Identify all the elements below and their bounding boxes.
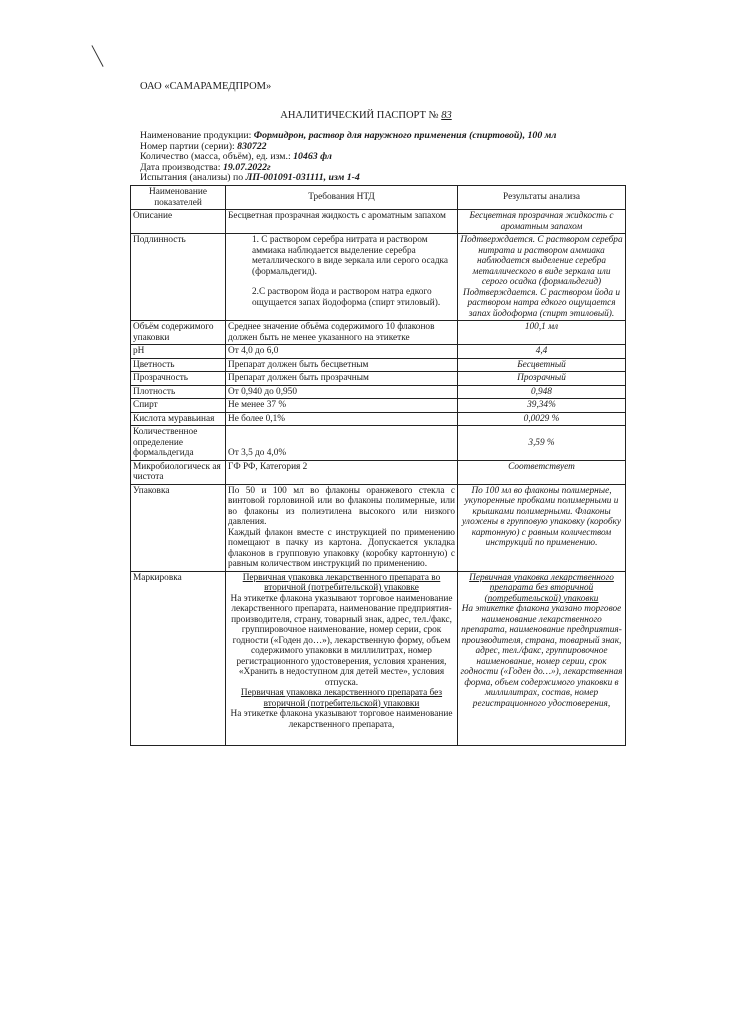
result-item-2: Подтверждается. С раствором йода и раствором натра едкого ощущается запах йодоформа (спирт этиловый). bbox=[463, 287, 620, 319]
row-name: Плотность bbox=[131, 385, 226, 399]
row-result bbox=[458, 234, 626, 321]
tests-line bbox=[140, 173, 556, 184]
table-row bbox=[131, 210, 626, 234]
row-result: 3,59 % bbox=[458, 426, 626, 461]
requirement-item-1: 1. С раствором серебра нитрата и раствором аммиака наблюдается выделение серебра металлического в виде зеркала или серого осадка (формальдегид). bbox=[252, 235, 449, 277]
row-requirement: От 0,940 до 0,950 bbox=[226, 385, 458, 399]
row-name: Кислота муравьиная bbox=[131, 412, 226, 426]
row-result: 0,948 bbox=[458, 385, 626, 399]
row-name: Маркировка bbox=[131, 571, 226, 745]
table-row bbox=[131, 345, 626, 359]
date-label: Дата производства: bbox=[140, 161, 221, 173]
quantity-value: 10463 фл bbox=[293, 151, 332, 162]
product-label: Наименование продукции: bbox=[140, 130, 252, 141]
row-result: 4,4 bbox=[458, 345, 626, 359]
requirement-heading-2: Первичная упаковка лекарственного препарата без вторичной (потребительской) упаковки bbox=[240, 688, 443, 709]
requirement-item-2: 2.С раствором йода и раствором натра едкого ощущается запах йодоформа (спирт этиловый). bbox=[252, 287, 441, 308]
header-results: Результаты анализа bbox=[458, 186, 626, 210]
row-name: Количественное определение формальдегида bbox=[131, 426, 226, 461]
requirement-heading-1: Первичная упаковка лекарственного препарата во вторичной (потребительской) упаковке bbox=[242, 572, 441, 593]
row-requirement bbox=[226, 571, 458, 745]
table-row bbox=[131, 321, 626, 345]
row-requirement: Среднее значение объёма содержимого 10 флаконов должен быть не менее указанного на этикетке bbox=[226, 321, 458, 345]
title-label: АНАЛИТИЧЕСКИЙ ПАСПОРТ № bbox=[280, 110, 439, 121]
company-name: ОАО «САМАРАМЕДПРОМ» bbox=[140, 81, 272, 92]
row-name: Прозрачность bbox=[131, 372, 226, 386]
table-row bbox=[131, 358, 626, 372]
row-requirement: ГФ РФ, Категория 2 bbox=[226, 460, 458, 484]
passport-number: 83 bbox=[441, 110, 452, 121]
row-result: 100,1 мл bbox=[458, 321, 626, 345]
product-info bbox=[140, 131, 556, 184]
requirement-text-2: На этикетке флакона указывают торговое наименование лекарственного препарата, bbox=[230, 709, 453, 730]
table-row bbox=[131, 372, 626, 386]
table-header-row bbox=[131, 186, 626, 210]
row-name: Описание bbox=[131, 210, 226, 234]
tests-value: ЛП-001091-031111, изм 1-4 bbox=[245, 172, 360, 183]
row-name: Спирт bbox=[131, 399, 226, 413]
row-requirement bbox=[226, 234, 458, 321]
table-row bbox=[131, 385, 626, 399]
requirement-item-1: По 50 и 100 мл во флаконы оранжевого стекла с винтовой горловиной или во флаконы полимерные, или во флаконы из полиэтилена высокого или низкого давления. bbox=[228, 485, 455, 527]
table-row bbox=[131, 484, 626, 571]
tests-label: Испытания (анализы) по bbox=[140, 172, 244, 183]
row-requirement: От 4,0 до 6,0 bbox=[226, 345, 458, 359]
row-requirement: Препарат должен быть бесцветным bbox=[226, 358, 458, 372]
row-name: Подлинность bbox=[131, 234, 226, 321]
table-row bbox=[131, 399, 626, 413]
row-result: Прозрачный bbox=[458, 372, 626, 386]
pen-mark bbox=[91, 45, 103, 67]
row-name: Микробиологическ ая чистота bbox=[131, 460, 226, 484]
date-value: 19.07.2022г bbox=[222, 161, 271, 173]
table-row bbox=[131, 571, 626, 745]
result-text: На этикетке флакона указано торговое наименование лекарственного препарата, наименование предприятия-производителя, страна, товарный знак, адрес, тел./факс, группировочное наименование, номер серии, срок годности («Годен до…»), лекарственная форма, объем содержимого упаковки в миллилитрах, состав, номер регистрационного удостоверения, bbox=[460, 604, 623, 709]
table-row bbox=[131, 412, 626, 426]
row-result bbox=[458, 571, 626, 745]
analysis-table bbox=[130, 185, 626, 746]
row-result: Бесцветный bbox=[458, 358, 626, 372]
row-name: Объём содержимого упаковки bbox=[131, 321, 226, 345]
batch-label: Номер партии (серии): bbox=[140, 140, 235, 152]
quantity-label: Количество (масса, объём), ед. изм.: bbox=[140, 151, 291, 162]
batch-value: 830722 bbox=[237, 140, 267, 152]
row-requirement: Не менее 37 % bbox=[226, 399, 458, 413]
row-requirement: Препарат должен быть прозрачным bbox=[226, 372, 458, 386]
product-value: Формидрон, раствор для наружного применения (спиртовой), 100 мл bbox=[253, 130, 557, 141]
row-name: pH bbox=[131, 345, 226, 359]
row-result: Соответствует bbox=[458, 460, 626, 484]
requirement-item-2: Каждый флакон вместе с инструкцией по применению помещают в пачку из картона. Допускается укладка флаконов в групповую упаковку (коробку картонную) с равным количеством инструкций по применению. bbox=[228, 527, 455, 569]
table-row bbox=[131, 234, 626, 321]
table-row bbox=[131, 460, 626, 484]
row-name: Упаковка bbox=[131, 484, 226, 571]
header-indicator: Наименование показателей bbox=[131, 186, 226, 210]
document-title bbox=[0, 110, 732, 121]
requirement-text-1: На этикетке флакона указывают торговое наименование лекарственного препарата, наименование предприятия-производителя, страну, товарный знак, адрес, тел./факс, группировочное наименование, номер серии, срок годности («Годен до…»), лекарственную форму, объем содержимого упаковки в миллилитрах, номер регистрационного удостоверения, условия хранения, «Хранить в недоступном для детей месте», условия отпуска. bbox=[230, 593, 453, 688]
row-result: 0,0029 % bbox=[458, 412, 626, 426]
result-heading: Первичная упаковка лекарственного препарата без вторичной (потребительской) упаковки bbox=[469, 572, 614, 604]
result-item-1: Подтверждается. С раствором серебра нитрата и раствором аммиака наблюдается выделение серебра металлического в виде зеркала или серого осадка (формальдегид) bbox=[460, 235, 623, 287]
header-requirements: Требования НТД bbox=[226, 186, 458, 210]
row-requirement: Не более 0,1% bbox=[226, 412, 458, 426]
row-result: Бесцветная прозрачная жидкость с ароматным запахом bbox=[458, 210, 626, 234]
table-row bbox=[131, 426, 626, 461]
row-result: По 100 мл во флаконы полимерные, укупоренные пробками полимерными и крышками полимерными. Флаконы уложены в групповую упаковку (коробку картонную) с равным количеством инструкций по применению. bbox=[458, 484, 626, 571]
row-name: Цветность bbox=[131, 358, 226, 372]
row-requirement bbox=[226, 484, 458, 571]
row-requirement: Бесцветная прозрачная жидкость с ароматным запахом bbox=[226, 210, 458, 234]
row-requirement: От 3,5 до 4,0% bbox=[226, 426, 458, 461]
row-result: 39,34% bbox=[458, 399, 626, 413]
